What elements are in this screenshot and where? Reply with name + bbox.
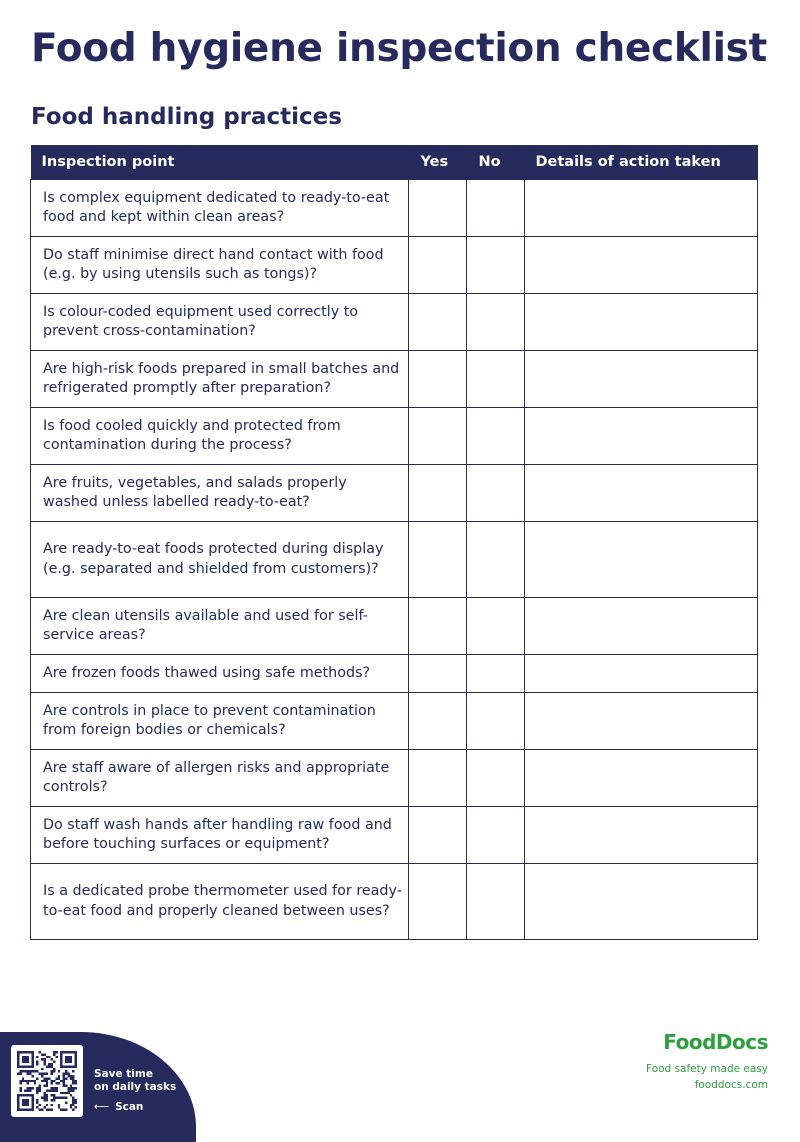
inspection-point-cell: Is a dedicated probe thermometer used for ready-to-eat food and properly cleaned between uses? (31, 864, 409, 940)
details-cell[interactable] (525, 655, 758, 693)
table-row (31, 522, 758, 598)
yes-cell[interactable] (409, 750, 467, 807)
details-cell[interactable] (525, 351, 758, 408)
yes-cell[interactable] (409, 294, 467, 351)
no-cell[interactable] (467, 522, 525, 598)
inspection-point-cell: Are controls in place to prevent contamination from foreign bodies or chemicals? (31, 693, 409, 750)
inspection-point-cell: Are high-risk foods prepared in small batches and refrigerated promptly after preparation? (31, 351, 409, 408)
no-cell[interactable] (467, 180, 525, 237)
brand-url[interactable]: fooddocs.com (694, 1079, 768, 1091)
no-cell[interactable] (467, 598, 525, 655)
yes-cell[interactable] (409, 408, 467, 465)
yes-cell[interactable] (409, 522, 467, 598)
badge-line-1: Save time (94, 1068, 153, 1080)
details-cell[interactable] (525, 294, 758, 351)
no-cell[interactable] (467, 408, 525, 465)
inspection-point-cell: Are staff aware of allergen risks and appropriate controls? (31, 750, 409, 807)
header-inspection-point: Inspection point (31, 145, 409, 180)
scan-label-row (94, 1101, 143, 1113)
yes-cell[interactable] (409, 807, 467, 864)
details-cell[interactable] (525, 180, 758, 237)
yes-cell[interactable] (409, 693, 467, 750)
table-row (31, 465, 758, 522)
yes-cell[interactable] (409, 864, 467, 940)
inspection-point-cell: Is food cooled quickly and protected from contamination during the process? (31, 408, 409, 465)
no-cell[interactable] (467, 693, 525, 750)
details-cell[interactable] (525, 807, 758, 864)
inspection-point-cell: Is complex equipment dedicated to ready-to-eat food and kept within clean areas? (31, 180, 409, 237)
details-cell[interactable] (525, 598, 758, 655)
table-row (31, 180, 758, 237)
details-cell[interactable] (525, 465, 758, 522)
no-cell[interactable] (467, 294, 525, 351)
header-yes: Yes (409, 145, 467, 180)
table-row (31, 294, 758, 351)
no-cell[interactable] (467, 237, 525, 294)
scan-badge-text (94, 1068, 176, 1094)
inspection-point-cell: Do staff minimise direct hand contact with food (e.g. by using utensils such as tongs)? (31, 237, 409, 294)
table-row (31, 598, 758, 655)
table-row (31, 237, 758, 294)
inspection-point-cell: Is colour-coded equipment used correctly to prevent cross-contamination? (31, 294, 409, 351)
no-cell[interactable] (467, 864, 525, 940)
inspection-point-cell: Are frozen foods thawed using safe methods? (31, 655, 409, 693)
table-body (31, 180, 758, 940)
details-cell[interactable] (525, 693, 758, 750)
no-cell[interactable] (467, 465, 525, 522)
inspection-point-cell: Are ready-to-eat foods protected during display (e.g. separated and shielded from customers)? (31, 522, 409, 598)
brand-block (646, 1030, 768, 1092)
arrow-left-icon: ⟵ (94, 1101, 110, 1113)
details-cell[interactable] (525, 864, 758, 940)
table-row (31, 693, 758, 750)
inspection-point-cell: Are fruits, vegetables, and salads properly washed unless labelled ready-to-eat? (31, 465, 409, 522)
badge-line-2: on daily tasks (94, 1081, 177, 1093)
details-cell[interactable] (525, 750, 758, 807)
table-row (31, 864, 758, 940)
inspection-table (30, 145, 758, 940)
document-title: Food hygiene inspection checklist (31, 26, 767, 71)
details-cell[interactable] (525, 522, 758, 598)
section-title: Food handling practices (31, 104, 342, 130)
inspection-point-cell: Do staff wash hands after handling raw food and before touching surfaces or equipment? (31, 807, 409, 864)
brand-tagline: Food safety made easy (646, 1063, 768, 1075)
inspection-point-cell: Are clean utensils available and used for self-service areas? (31, 598, 409, 655)
yes-cell[interactable] (409, 465, 467, 522)
details-cell[interactable] (525, 237, 758, 294)
table-row (31, 750, 758, 807)
yes-cell[interactable] (409, 351, 467, 408)
table-row (31, 351, 758, 408)
table-row (31, 408, 758, 465)
qr-code-icon[interactable] (11, 1045, 83, 1117)
yes-cell[interactable] (409, 237, 467, 294)
details-cell[interactable] (525, 408, 758, 465)
no-cell[interactable] (467, 750, 525, 807)
table-row (31, 807, 758, 864)
yes-cell[interactable] (409, 598, 467, 655)
brand-logo: FoodDocs (663, 1030, 768, 1054)
table-header-row (31, 145, 758, 180)
no-cell[interactable] (467, 655, 525, 693)
yes-cell[interactable] (409, 655, 467, 693)
table-row (31, 655, 758, 693)
header-no: No (467, 145, 525, 180)
header-details: Details of action taken (525, 145, 758, 180)
no-cell[interactable] (467, 807, 525, 864)
no-cell[interactable] (467, 351, 525, 408)
yes-cell[interactable] (409, 180, 467, 237)
scan-label: Scan (115, 1101, 144, 1113)
